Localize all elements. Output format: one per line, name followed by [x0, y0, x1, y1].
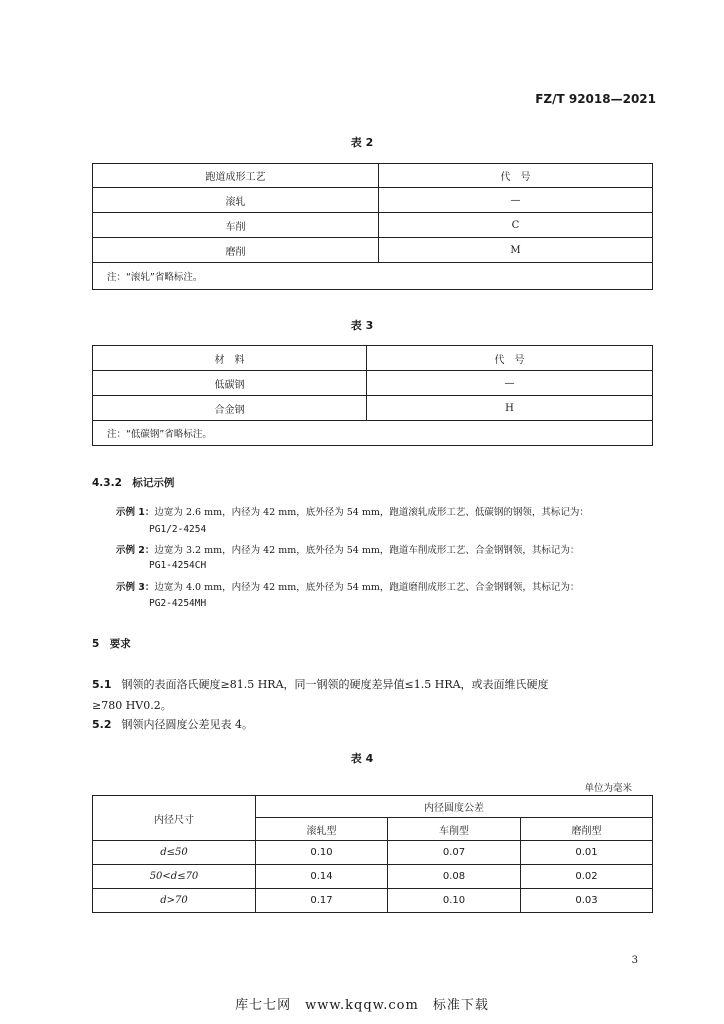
table-row [93, 213, 653, 238]
table-cell: 0.10 [388, 889, 521, 913]
table3-header-code: 代 号 [367, 346, 653, 371]
table-row [93, 865, 653, 889]
table4 [92, 795, 653, 913]
table-row [93, 841, 653, 865]
table-cell: 0.14 [256, 865, 388, 889]
table4-header-roundness: 内径圆度公差 [256, 796, 653, 818]
table2-caption: 表 2 [350, 136, 374, 149]
example-1-mark: PG1/2-4254 [149, 524, 207, 535]
page-number: 3 [631, 955, 638, 966]
table4-subheader-ground: 磨削型 [521, 818, 653, 841]
example-label: 示例 3： [116, 582, 155, 593]
table-cell: 0.08 [388, 865, 521, 889]
paragraph-5-2 [92, 716, 253, 732]
table2 [92, 163, 653, 290]
example-text: 边宽为 2.6 mm，内径为 42 mm，底外径为 54 mm，跑道滚轧成形工艺、低碳钢的钢领，其标记为： [154, 507, 589, 518]
table-row [93, 238, 653, 263]
table-cell: 车削 [93, 213, 379, 238]
table4-subheader-turned: 车削型 [388, 818, 521, 841]
table-cell: d≤50 [93, 841, 256, 865]
table2-header-process: 跑道成形工艺 [93, 164, 379, 188]
table4-subheader-rolled: 滚轧型 [256, 818, 388, 841]
footer-watermark: 库七七网 www.kqqw.com 标准下载 [235, 998, 489, 1013]
table-cell: 合金钢 [93, 396, 367, 421]
table-row [93, 371, 653, 396]
table-cell: — [367, 371, 653, 396]
table3-header-material: 材 料 [93, 346, 367, 371]
example-label: 示例 2： [116, 545, 155, 556]
table-row [93, 396, 653, 421]
table4-header-inner-diameter: 内径尺寸 [93, 796, 256, 841]
example-1 [116, 504, 589, 518]
table-cell: 滚轧 [93, 188, 379, 213]
example-label: 示例 1： [116, 507, 155, 518]
table-row [93, 188, 653, 213]
table2-header-code: 代 号 [379, 164, 653, 188]
example-2-mark: PG1-4254CH [149, 560, 207, 571]
table-cell: M [379, 238, 653, 263]
paragraph-number: 5.2 [92, 718, 112, 731]
table4-caption: 表 4 [350, 752, 374, 765]
example-text: 边宽为 3.2 mm，内径为 42 mm，底外径为 54 mm，跑道车削成形工艺、合金钢钢领，其标记为： [154, 545, 580, 556]
section-4-3-2-title: 4.3.2 标记示例 [92, 477, 175, 489]
table-cell: H [367, 396, 653, 421]
paragraph-number: 5.1 [92, 678, 112, 691]
table-cell: 0.02 [521, 865, 653, 889]
table-cell: 0.03 [521, 889, 653, 913]
paragraph-text: 钢领内径圆度公差见表 4。 [121, 718, 253, 731]
table-cell: 0.10 [256, 841, 388, 865]
example-text: 边宽为 4.0 mm，内径为 42 mm，底外径为 54 mm，跑道磨削成形工艺、合金钢钢领，其标记为： [154, 582, 580, 593]
standard-code: FZ/T 92018—2021 [535, 92, 656, 106]
example-2 [116, 542, 579, 556]
table2-note: 注：“滚轧”省略标注。 [93, 263, 653, 290]
example-3 [116, 579, 579, 593]
table3 [92, 345, 653, 446]
table-cell: 磨削 [93, 238, 379, 263]
table-cell: d>70 [93, 889, 256, 913]
table-cell: 50<d≤70 [93, 865, 256, 889]
table-cell: — [379, 188, 653, 213]
table-cell: 0.17 [256, 889, 388, 913]
section-5-title: 5 要求 [92, 638, 131, 650]
table-row [93, 889, 653, 913]
table4-unit: 单位为毫米 [584, 783, 632, 794]
paragraph-5-1-continued: ≥780 HV0.2。 [92, 699, 172, 712]
paragraph-5-1 [92, 676, 549, 692]
table-cell: 0.07 [388, 841, 521, 865]
table-cell: 低碳钢 [93, 371, 367, 396]
example-3-mark: PG2-4254MH [149, 598, 207, 609]
table3-note: 注：“低碳钢”省略标注。 [93, 421, 653, 446]
table-cell: 0.01 [521, 841, 653, 865]
paragraph-text: 钢领的表面洛氏硬度≥81.5 HRA，同一钢领的硬度差异值≤1.5 HRA，或表面维氏硬度 [121, 678, 549, 691]
table3-caption: 表 3 [350, 319, 374, 332]
table-cell: C [379, 213, 653, 238]
